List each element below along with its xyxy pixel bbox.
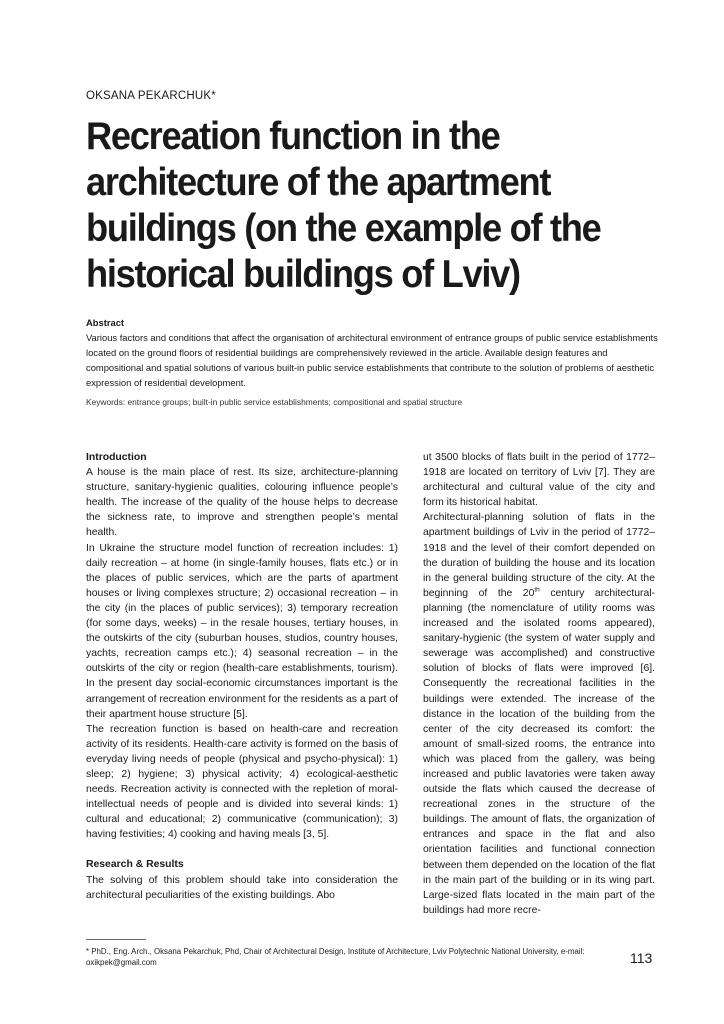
paragraph-text-part: century architectural-planning (the nomenclature of utility rooms was increased and the isolated rooms appeared), sanitary-hygienic (the system of water supply and sewerage was accomplished) and constructive solution of blocks of flats were improved [6]. Consequently the recreational facilities in the buildings were extended. The increase of the distance in the location of the building from the center of the city decreased its comfort: the amount of small-sized rooms, the entrance into which was placed from the gallery, was being increased and public lavatories were taken away outside the flats which caused the decrease of recreational zones in the structure of the buildings. The amount of flats, the organization of entrances and space in the flat and also orientation facilities and functional connection between them depended on the location of the flat in the main part of the building or in its wing part. Large-sized flats located in the main part of the buildings had more recre-: [423, 587, 655, 916]
body-paragraph: The recreation function is based on health-care and recreation activity of its residents. Health-care activity is formed on the basis of everyday living needs of people (physical and psycho-physical): 1) sleep; 2) hygiene; 3) physical activity; 4) ecological-aesthetic needs. Recreation activity is connected with the repletion of moral-intellectual needs of people and is divided into several kinds: 1) cultural and educational; 2) communicative (communication); 3) having festivities; 4) cooking and having meals [3, 5].: [86, 723, 398, 841]
section-spacer: [86, 842, 398, 857]
body-paragraph: A house is the main place of rest. Its size, architecture-planning structure, sanitary-hygienic qualities, colouring influence people’s health. The increase of the quality of the house helps to decrease the sickness rate, to improve and strengthen people’s mental health.: [86, 467, 398, 539]
keywords-label: Keywords:: [86, 397, 126, 407]
body-paragraph-first-part: The solving of this problem should take into consideration the architectural peculiarities of the existing buildings. Abo: [86, 874, 398, 901]
superscript: th: [534, 586, 540, 594]
body-paragraph-second-part: ut 3500 blocks of flats built in the period of 1772–1918 are located on territory of Lviv [7]. They are architectural and cultural value of the city and form its historical habitat.: [423, 452, 655, 509]
keywords-line: [86, 396, 658, 408]
body-paragraph: In Ukraine the structure model function of recreation includes: 1) daily recreation – at home (in single-family houses, flats etc.) or in the places of public services, which are the parts of apartment houses or living complexes structure; 2) occasional recreation – in the city (in the places of public services); 3) temporary recreation (for some days, weeks) – in the resale houses, tertiary houses, in the outskirts of the city (suburban houses, studios, country houses, yachts, recreation camps etc.); 4) seasonal recreation – in the outskirts of the city or region (health-care establishments, tourism). In the present day social-economic circumstances important is the arrangement of recreation environment for the residents as a part of their apartment house structure [5].: [86, 542, 398, 720]
abstract-heading: Abstract: [86, 317, 125, 328]
introduction-heading: Introduction: [86, 452, 147, 463]
left-column: [86, 450, 398, 903]
paragraph-text-part: Architectural-planning solution of flats in the apartment buildings of Lviv in the period of 1772–1918 and the level of their comfort depended on the duration of building the house and its location in the general building structure of the city. At the beginning of the 20: [423, 512, 655, 599]
body-paragraph-continued: [423, 450, 655, 510]
footnote: * PhD., Eng. Arch., Oksana Pekarchuk, Phd, Chair of Architectural Design, Institute of Architecture, Lviv Polytechnic National University, e-mail: oxikpek@gmail.com: [86, 947, 585, 967]
author-name: OKSANA PEKARCHUK*: [86, 90, 216, 102]
footnote-divider: [86, 939, 146, 940]
keywords-text: entrance groups; built-in public service establishments; compositional and spatial structure: [127, 397, 463, 407]
page-number: 113: [630, 950, 653, 966]
article-title: Recreation function in the architecture of the apartment buildings (on the example of the historical buildings of Lviv): [86, 115, 601, 296]
abstract-section: [86, 315, 658, 390]
right-column: [423, 450, 655, 918]
body-paragraph-split: [86, 873, 398, 903]
research-heading: Research & Results: [86, 859, 184, 871]
body-paragraph: [423, 510, 655, 918]
abstract-text: Various factors and conditions that affect the organisation of architectural environment of entrance groups of public service establishments located on the ground floors of residential buildings are comprehensively reviewed in the article. Available design features and compositional and spatial solutions of various built-in public service establishments that contribute to the solution of problems of aesthetic expression of residential development.: [86, 332, 658, 388]
